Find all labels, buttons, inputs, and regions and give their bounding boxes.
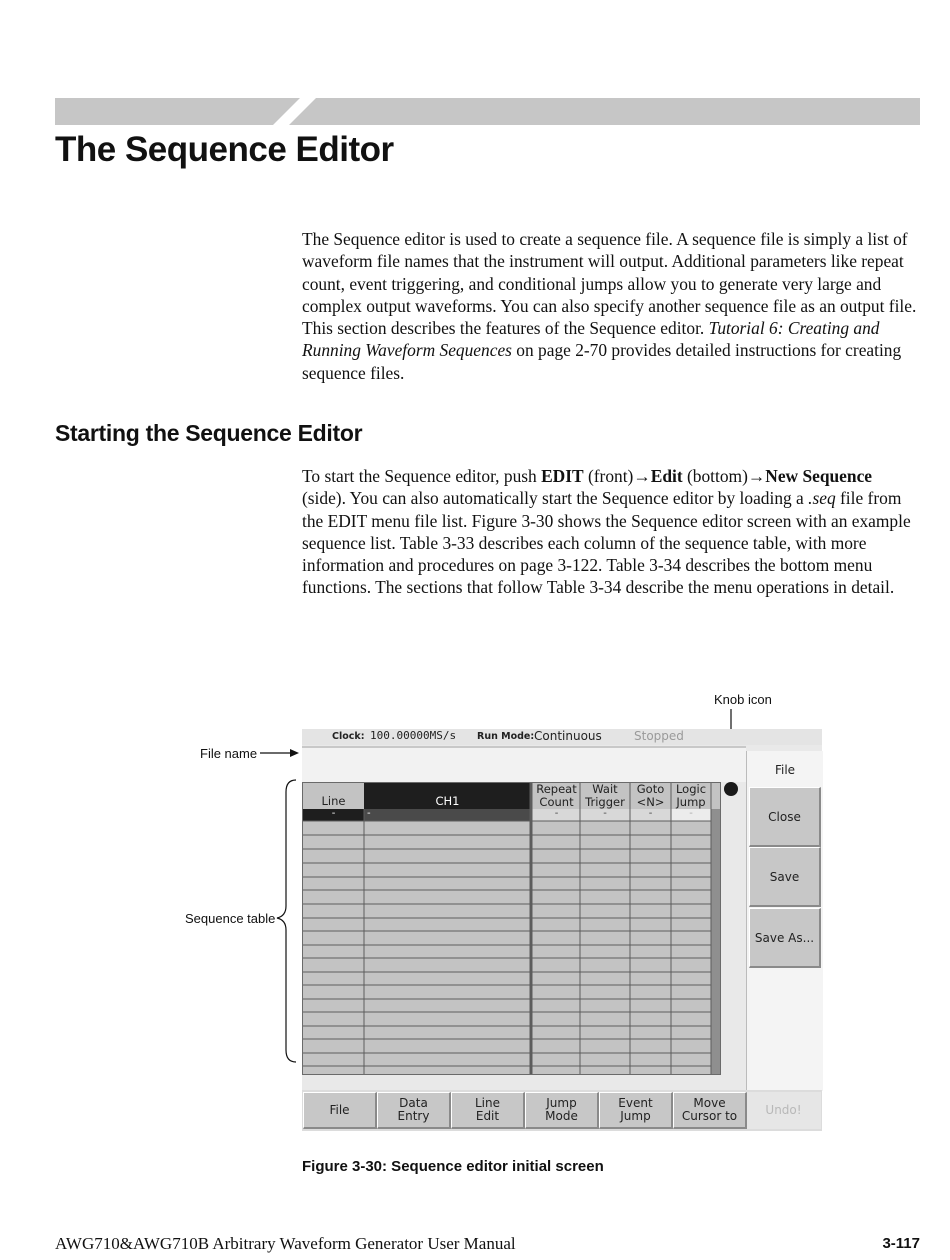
col-repeat-line2: Count [539, 794, 574, 809]
move-cursor-line2: Cursor to [681, 1109, 738, 1123]
clock-label: Clock: [332, 731, 365, 742]
move-cursor-line1: Move [693, 1096, 726, 1110]
line-edit-line1: Line [474, 1096, 500, 1110]
bottom-file-button[interactable] [303, 1092, 377, 1129]
jump-mode-line2: Mode [545, 1109, 578, 1123]
section-text-5: file from the EDIT menu file list. Figure 3-30 shows the Sequence editor screen with an example sequence list. Table 3-33 describes each column of the sequence table, with more information and procedures on page 3-122. Table 3-34 describes the bottom menu functions. The sections that follow Table 3-34 describe the menu operations in detail. [302, 488, 911, 598]
run-mode-value: Continuous [534, 729, 602, 743]
sequence-table[interactable] [302, 782, 721, 1075]
new-sequence-label: New Sequence [765, 466, 873, 486]
row1-ch1: - [367, 808, 371, 819]
sequence-table-callout: Sequence table [185, 911, 276, 926]
row1-goto: - [648, 808, 653, 819]
event-jump-line2: Jump [620, 1109, 651, 1123]
undo-label: Undo! [765, 1102, 802, 1117]
sequence-editor-screen [302, 729, 822, 1131]
bottom-move-cursor-button[interactable] [673, 1092, 747, 1129]
run-state: Stopped [634, 729, 684, 743]
col-ch1-header: CH1 [364, 783, 531, 809]
line-edit-line2: Edit [475, 1109, 500, 1123]
row1-line: - [331, 808, 336, 819]
row1-wait: - [603, 808, 607, 819]
tutorial-reference: Tutorial 6: Creating and Running Waveform Sequences [302, 318, 880, 361]
run-mode-label: Run Mode: [477, 731, 535, 742]
section-text-4: (side). You can also automatically start the Sequence editor by loading a [302, 488, 809, 509]
col-line-header: Line [303, 783, 364, 809]
section-text-2: (front)→ [583, 466, 651, 486]
file-name-field[interactable] [302, 746, 746, 782]
bottom-menu [302, 1090, 822, 1131]
section-title: Starting the Sequence Editor [55, 420, 363, 446]
col-logic-line1: Logic [675, 782, 707, 796]
bottom-data-entry-button[interactable] [377, 1092, 451, 1129]
col-repeat-line1: Repeat [536, 782, 577, 796]
knob-icon [724, 782, 738, 796]
page-number: 3-117 [882, 1235, 920, 1252]
chapter-title: The Sequence Editor [55, 130, 394, 169]
data-entry-line1: Data [399, 1096, 428, 1110]
seq-extension: .seq [808, 488, 836, 509]
knob-icon-callout: Knob icon [714, 692, 772, 707]
bottom-line-edit-button[interactable] [451, 1092, 525, 1129]
col-wait-line2: Trigger [585, 794, 625, 809]
col-wait-line1: Wait [592, 782, 618, 796]
row1-repeat: - [554, 808, 559, 819]
save-button[interactable]: Save [749, 847, 821, 907]
figure-caption: Figure 3-30: Sequence editor initial screen [302, 1158, 604, 1175]
col-goto-line1: Goto [636, 782, 665, 796]
bottom-undo-button[interactable] [747, 1092, 821, 1129]
event-jump-line1: Event [618, 1096, 653, 1110]
jump-mode-line1: Jump [546, 1096, 577, 1110]
section-text-1: To start the Sequence editor, push [302, 466, 542, 486]
bottom-file-label: File [329, 1102, 350, 1117]
close-button[interactable]: Close [749, 787, 821, 847]
table-grid [303, 783, 720, 1074]
data-entry-line2: Entry [397, 1109, 430, 1123]
col-goto-line2: <N> [636, 794, 665, 809]
side-menu-title: File [749, 753, 821, 787]
row1-logic: - [689, 808, 693, 819]
edit-key-label: EDIT [541, 466, 584, 486]
intro-text: The Sequence editor is used to create a sequence file. A sequence file is simply a list of waveform file names that the instrument will output. Additional parameters like repeat count, event triggering, and conditional jumps allow you to generate very large and complex output waveforms. You can also specify another sequence file as an output file. This section describes the features of the Sequence editor. [302, 229, 917, 339]
section-text-3: (bottom)→ [682, 466, 766, 486]
status-bar [302, 729, 822, 745]
edit-bottom-label: Edit [650, 466, 683, 486]
clock-value: 100.00000MS/s [370, 729, 457, 742]
file-name-callout: File name [200, 746, 258, 761]
manual-title: AWG710&AWG710B Arbitrary Waveform Generator User Manual [55, 1234, 516, 1253]
save-as-button[interactable]: Save As... [749, 908, 821, 968]
bottom-jump-mode-button[interactable] [525, 1092, 599, 1129]
col-logic-line2: Jump [676, 794, 706, 809]
bottom-event-jump-button[interactable] [599, 1092, 673, 1129]
intro-text-end: on page 2-70 provides detailed instructions for creating sequence files. [302, 340, 902, 383]
